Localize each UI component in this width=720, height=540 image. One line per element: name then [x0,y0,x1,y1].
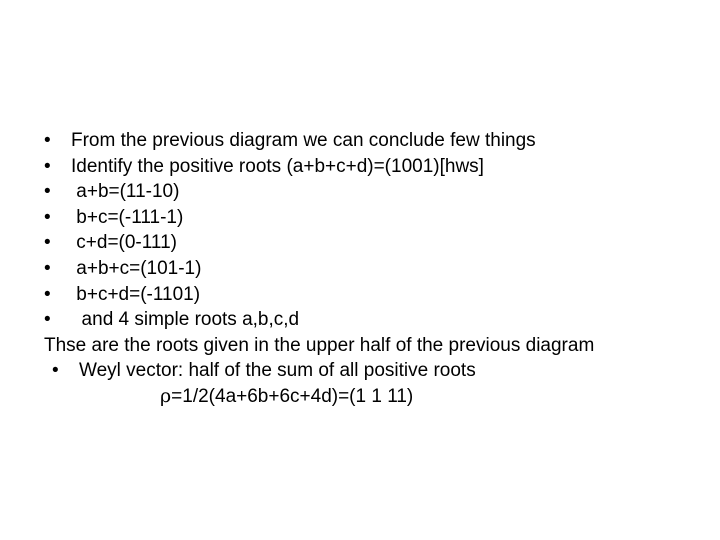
bullet-text: From the previous diagram we can conclude few things [71,130,536,151]
rho-symbol: ρ [160,384,172,407]
bullet-marker: • [44,232,51,254]
bullet-text: c+d=(0-111) [71,232,177,254]
bullet-marker: • [44,206,51,228]
formula-line [44,384,704,410]
bullet-text: a+b+c=(101-1) [71,257,202,279]
bullet-text: b+c=(-111-1) [71,206,184,228]
bullet-line-2 [44,154,704,180]
plain-text-line: Thse are the roots given in the upper half of the previous diagram [44,334,595,356]
bullet-text: Weyl vector: half of the sum of all positive roots [79,360,476,382]
bullet-marker: • [44,130,51,151]
bullet-text: b+c+d=(-1101) [71,283,201,305]
bullet-line-4 [44,205,704,231]
bullet-marker: • [44,309,51,331]
bullet-text: a+b=(11-10) [71,181,180,203]
slide-body [44,128,704,410]
bullet-line-3 [44,179,704,205]
bullet-marker: • [44,181,51,203]
formula-text: =1/2(4a+6b+6c+4d)=(1 1 11) [171,385,414,407]
bullet-line-6 [44,256,704,282]
bullet-text: Identify the positive roots (a+b+c+d)=(1001)[hws] [71,155,484,177]
bullet-line-7 [44,282,704,308]
bullet-marker: • [52,360,59,382]
bullet-marker: • [44,283,51,305]
bullet-line-8 [44,307,704,333]
bullet-line-5 [44,230,704,256]
bullet-text: and 4 simple roots a,b,c,d [71,309,300,331]
bullet-marker: • [44,155,51,177]
weyl-vector-line [44,358,704,384]
bullet-line-1 [44,128,704,154]
bullet-marker: • [44,257,51,279]
